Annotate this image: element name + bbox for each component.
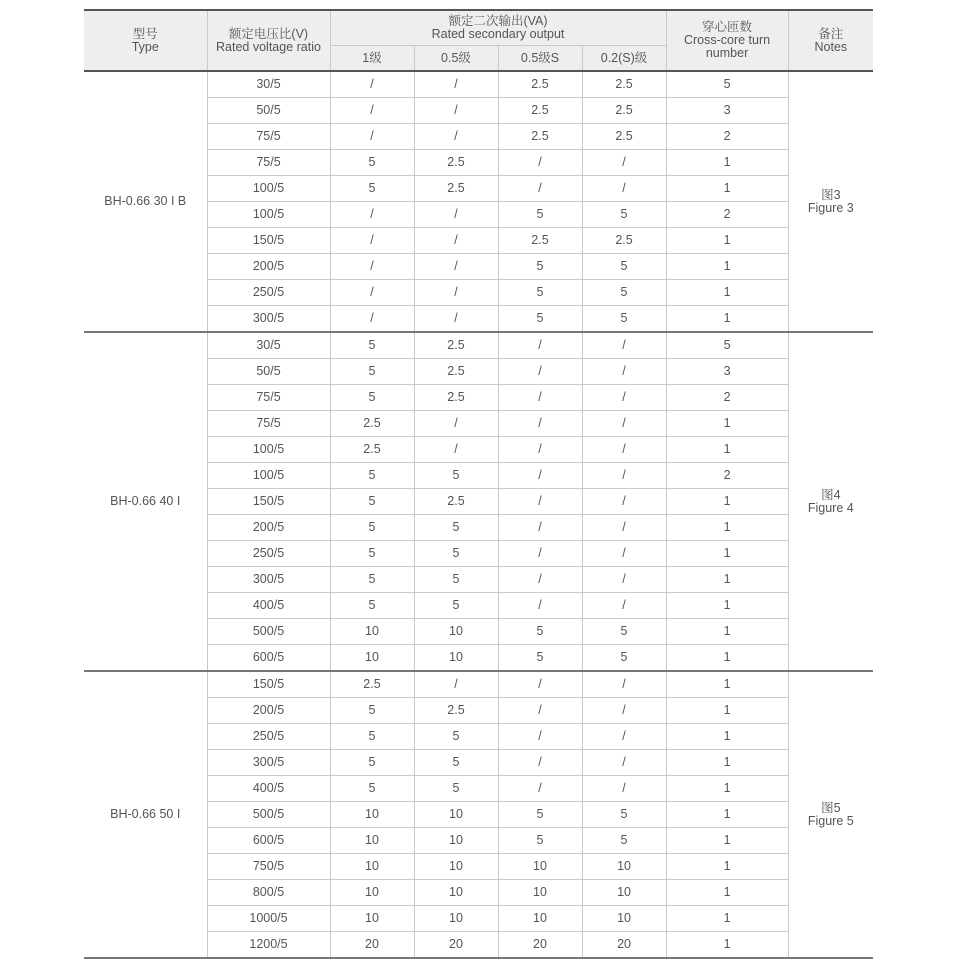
class-1-cell: / (330, 280, 414, 306)
class-1-cell: / (330, 71, 414, 98)
class-02s-cell: 10 (582, 854, 666, 880)
class-05s-cell: / (498, 385, 582, 411)
class-05-cell: / (414, 202, 498, 228)
turns-cell: 1 (666, 306, 788, 333)
note-en: Figure 3 (807, 200, 854, 215)
class-05-cell: / (414, 280, 498, 306)
class-02s-cell: / (582, 463, 666, 489)
header-ratio-en: Rated voltage ratio (216, 39, 321, 54)
note-cell (788, 71, 873, 332)
class-02s-cell: / (582, 593, 666, 619)
class-05s-cell: 2.5 (498, 71, 582, 98)
class-05-cell: 10 (414, 880, 498, 906)
class-05s-cell: 5 (498, 619, 582, 645)
header-notes (788, 10, 873, 71)
class-05-cell: / (414, 671, 498, 698)
class-02s-cell: / (582, 515, 666, 541)
turns-cell: 3 (666, 98, 788, 124)
class-02s-cell: / (582, 698, 666, 724)
class-1-cell: 5 (330, 489, 414, 515)
ratio-cell: 100/5 (207, 202, 330, 228)
class-02s-cell: / (582, 541, 666, 567)
class-02s-cell: / (582, 176, 666, 202)
class-1-cell: 10 (330, 854, 414, 880)
header-class-05: 0.5级 (414, 46, 498, 72)
turns-cell: 2 (666, 385, 788, 411)
class-05-cell: 2.5 (414, 698, 498, 724)
class-05s-cell: / (498, 463, 582, 489)
class-1-cell: / (330, 202, 414, 228)
ratio-cell: 400/5 (207, 776, 330, 802)
class-05-cell: 2.5 (414, 489, 498, 515)
turns-cell: 2 (666, 463, 788, 489)
turns-cell: 1 (666, 906, 788, 932)
class-1-cell: 5 (330, 332, 414, 359)
ratio-cell: 750/5 (207, 854, 330, 880)
turns-cell: 1 (666, 176, 788, 202)
ratio-cell: 100/5 (207, 176, 330, 202)
class-05s-cell: 10 (498, 880, 582, 906)
turns-cell: 3 (666, 359, 788, 385)
class-05s-cell: / (498, 776, 582, 802)
class-1-cell: 5 (330, 150, 414, 176)
class-02s-cell: / (582, 150, 666, 176)
ratio-cell: 600/5 (207, 645, 330, 672)
class-05s-cell: / (498, 489, 582, 515)
class-02s-cell: / (582, 671, 666, 698)
note-zh: 图5 (821, 800, 841, 815)
turns-cell: 1 (666, 802, 788, 828)
note-en: Figure 5 (807, 813, 854, 828)
class-02s-cell: 5 (582, 828, 666, 854)
class-05-cell: 2.5 (414, 332, 498, 359)
class-05s-cell: / (498, 515, 582, 541)
ratio-cell: 300/5 (207, 567, 330, 593)
turns-cell: 1 (666, 515, 788, 541)
class-02s-cell: 5 (582, 254, 666, 280)
class-05-cell: / (414, 437, 498, 463)
turns-cell: 1 (666, 593, 788, 619)
class-05-cell: 10 (414, 854, 498, 880)
header-notes-en: Notes (814, 39, 848, 54)
ratio-cell: 300/5 (207, 306, 330, 333)
class-1-cell: 5 (330, 359, 414, 385)
class-05s-cell: / (498, 541, 582, 567)
class-02s-cell: / (582, 724, 666, 750)
turns-cell: 1 (666, 724, 788, 750)
ratio-cell: 500/5 (207, 802, 330, 828)
ratio-cell: 200/5 (207, 254, 330, 280)
ratio-cell: 200/5 (207, 698, 330, 724)
class-05s-cell: 5 (498, 254, 582, 280)
note-cell (788, 332, 873, 671)
class-05s-cell: / (498, 411, 582, 437)
class-02s-cell: 20 (582, 932, 666, 959)
class-02s-cell: 5 (582, 202, 666, 228)
note-zh: 图4 (821, 487, 841, 502)
ratio-cell: 150/5 (207, 489, 330, 515)
ratio-cell: 30/5 (207, 332, 330, 359)
type-cell: BH-0.66 30 I B (84, 71, 207, 332)
class-02s-cell: 5 (582, 802, 666, 828)
class-05s-cell: / (498, 593, 582, 619)
turns-cell: 5 (666, 332, 788, 359)
ratio-cell: 200/5 (207, 515, 330, 541)
class-05s-cell: / (498, 671, 582, 698)
class-05s-cell: / (498, 698, 582, 724)
turns-cell: 1 (666, 645, 788, 672)
class-05-cell: / (414, 98, 498, 124)
header-turns-en: Cross-core turn number (683, 33, 771, 60)
header-ratio-zh: 额定电压比(V) (228, 26, 309, 41)
ratio-cell: 600/5 (207, 828, 330, 854)
header-class-05s: 0.5级S (498, 46, 582, 72)
header-output-zh: 额定二次输出(VA) (448, 14, 548, 28)
class-02s-cell: 5 (582, 280, 666, 306)
class-05s-cell: / (498, 750, 582, 776)
class-1-cell: 10 (330, 619, 414, 645)
header-type-zh: 型号 (132, 26, 158, 41)
class-05-cell: 10 (414, 645, 498, 672)
class-05-cell: 5 (414, 724, 498, 750)
class-05-cell: 2.5 (414, 176, 498, 202)
turns-cell: 1 (666, 437, 788, 463)
class-02s-cell: / (582, 359, 666, 385)
class-1-cell: / (330, 124, 414, 150)
class-05s-cell: / (498, 150, 582, 176)
spec-table (84, 9, 873, 959)
class-02s-cell: / (582, 489, 666, 515)
class-05-cell: 10 (414, 906, 498, 932)
class-1-cell: / (330, 228, 414, 254)
turns-cell: 1 (666, 280, 788, 306)
class-05s-cell: 2.5 (498, 98, 582, 124)
turns-cell: 5 (666, 71, 788, 98)
class-05s-cell: / (498, 724, 582, 750)
class-05s-cell: 5 (498, 802, 582, 828)
class-1-cell: 2.5 (330, 437, 414, 463)
class-05s-cell: / (498, 359, 582, 385)
table-body (84, 71, 873, 958)
class-1-cell: 5 (330, 463, 414, 489)
class-05-cell: 10 (414, 802, 498, 828)
class-1-cell: 10 (330, 645, 414, 672)
class-05s-cell: 5 (498, 202, 582, 228)
turns-cell: 1 (666, 489, 788, 515)
ratio-cell: 1000/5 (207, 906, 330, 932)
class-05-cell: / (414, 71, 498, 98)
header-type (84, 10, 207, 71)
class-1-cell: 5 (330, 176, 414, 202)
type-cell: BH-0.66 50 I (84, 671, 207, 958)
class-02s-cell: 2.5 (582, 71, 666, 98)
class-1-cell: 10 (330, 828, 414, 854)
class-05-cell: 5 (414, 593, 498, 619)
class-05s-cell: 20 (498, 932, 582, 959)
header-ratio (207, 10, 330, 71)
class-02s-cell: 2.5 (582, 228, 666, 254)
note-cell (788, 671, 873, 958)
ratio-cell: 250/5 (207, 280, 330, 306)
class-1-cell: 10 (330, 802, 414, 828)
ratio-cell: 300/5 (207, 750, 330, 776)
turns-cell: 1 (666, 619, 788, 645)
class-05s-cell: 2.5 (498, 124, 582, 150)
class-05-cell: / (414, 306, 498, 333)
class-1-cell: 5 (330, 750, 414, 776)
class-1-cell: / (330, 306, 414, 333)
class-05-cell: 2.5 (414, 150, 498, 176)
class-05-cell: / (414, 254, 498, 280)
class-05-cell: 5 (414, 515, 498, 541)
class-05-cell: / (414, 411, 498, 437)
class-1-cell: 5 (330, 567, 414, 593)
turns-cell: 1 (666, 776, 788, 802)
ratio-cell: 400/5 (207, 593, 330, 619)
class-1-cell: 10 (330, 906, 414, 932)
note-zh: 图3 (821, 187, 841, 202)
class-1-cell: 2.5 (330, 671, 414, 698)
header-turns (666, 10, 788, 71)
table-row (84, 71, 873, 98)
class-05s-cell: 5 (498, 306, 582, 333)
class-02s-cell: / (582, 776, 666, 802)
turns-cell: 1 (666, 698, 788, 724)
turns-cell: 1 (666, 750, 788, 776)
class-02s-cell: / (582, 411, 666, 437)
class-02s-cell: / (582, 437, 666, 463)
turns-cell: 1 (666, 671, 788, 698)
header-output (330, 10, 666, 46)
header-output-en: Rated secondary output (431, 27, 565, 41)
class-1-cell: 5 (330, 541, 414, 567)
ratio-cell: 800/5 (207, 880, 330, 906)
class-05s-cell: / (498, 176, 582, 202)
turns-cell: 1 (666, 567, 788, 593)
ratio-cell: 150/5 (207, 671, 330, 698)
ratio-cell: 30/5 (207, 71, 330, 98)
turns-cell: 2 (666, 202, 788, 228)
ratio-cell: 1200/5 (207, 932, 330, 959)
turns-cell: 1 (666, 411, 788, 437)
class-05s-cell: / (498, 567, 582, 593)
turns-cell: 1 (666, 828, 788, 854)
turns-cell: 1 (666, 880, 788, 906)
class-02s-cell: 10 (582, 880, 666, 906)
class-02s-cell: 5 (582, 619, 666, 645)
class-02s-cell: 5 (582, 306, 666, 333)
class-05-cell: 2.5 (414, 385, 498, 411)
class-05-cell: 10 (414, 828, 498, 854)
table-row (84, 332, 873, 359)
ratio-cell: 100/5 (207, 437, 330, 463)
class-02s-cell: 2.5 (582, 98, 666, 124)
class-05-cell: / (414, 228, 498, 254)
class-1-cell: / (330, 98, 414, 124)
class-05s-cell: 5 (498, 828, 582, 854)
class-05s-cell: 10 (498, 906, 582, 932)
table-header (84, 10, 873, 71)
class-02s-cell: 2.5 (582, 124, 666, 150)
class-05-cell: 5 (414, 750, 498, 776)
class-05-cell: 5 (414, 776, 498, 802)
note-en: Figure 4 (807, 500, 854, 515)
ratio-cell: 250/5 (207, 541, 330, 567)
class-05s-cell: 2.5 (498, 228, 582, 254)
class-1-cell: / (330, 254, 414, 280)
class-05s-cell: 5 (498, 280, 582, 306)
turns-cell: 2 (666, 124, 788, 150)
class-05s-cell: / (498, 332, 582, 359)
class-1-cell: 10 (330, 880, 414, 906)
ratio-cell: 150/5 (207, 228, 330, 254)
turns-cell: 1 (666, 228, 788, 254)
class-05-cell: 20 (414, 932, 498, 959)
class-02s-cell: / (582, 332, 666, 359)
class-02s-cell: / (582, 567, 666, 593)
type-cell: BH-0.66 40 I (84, 332, 207, 671)
class-05-cell: 5 (414, 463, 498, 489)
class-05s-cell: / (498, 437, 582, 463)
class-1-cell: 5 (330, 776, 414, 802)
class-02s-cell: 5 (582, 645, 666, 672)
class-05-cell: / (414, 124, 498, 150)
turns-cell: 1 (666, 854, 788, 880)
ratio-cell: 75/5 (207, 385, 330, 411)
header-type-en: Type (131, 39, 159, 54)
ratio-cell: 75/5 (207, 124, 330, 150)
turns-cell: 1 (666, 150, 788, 176)
turns-cell: 1 (666, 541, 788, 567)
class-1-cell: 20 (330, 932, 414, 959)
class-05-cell: 10 (414, 619, 498, 645)
table-row (84, 671, 873, 698)
class-05s-cell: 10 (498, 854, 582, 880)
ratio-cell: 100/5 (207, 463, 330, 489)
class-1-cell: 5 (330, 698, 414, 724)
header-class-1: 1级 (330, 46, 414, 72)
ratio-cell: 75/5 (207, 411, 330, 437)
class-05-cell: 2.5 (414, 359, 498, 385)
class-1-cell: 2.5 (330, 411, 414, 437)
class-1-cell: 5 (330, 593, 414, 619)
turns-cell: 1 (666, 254, 788, 280)
ratio-cell: 75/5 (207, 150, 330, 176)
turns-cell: 1 (666, 932, 788, 959)
class-05-cell: 5 (414, 567, 498, 593)
ratio-cell: 50/5 (207, 359, 330, 385)
class-05-cell: 5 (414, 541, 498, 567)
ratio-cell: 50/5 (207, 98, 330, 124)
header-class-02s: 0.2(S)级 (582, 46, 666, 72)
ratio-cell: 250/5 (207, 724, 330, 750)
class-02s-cell: / (582, 385, 666, 411)
class-02s-cell: / (582, 750, 666, 776)
header-turns-zh: 穿心匝数 (702, 20, 753, 34)
ratio-cell: 500/5 (207, 619, 330, 645)
class-02s-cell: 10 (582, 906, 666, 932)
class-05s-cell: 5 (498, 645, 582, 672)
class-1-cell: 5 (330, 385, 414, 411)
class-1-cell: 5 (330, 724, 414, 750)
class-1-cell: 5 (330, 515, 414, 541)
header-notes-zh: 备注 (818, 26, 844, 41)
